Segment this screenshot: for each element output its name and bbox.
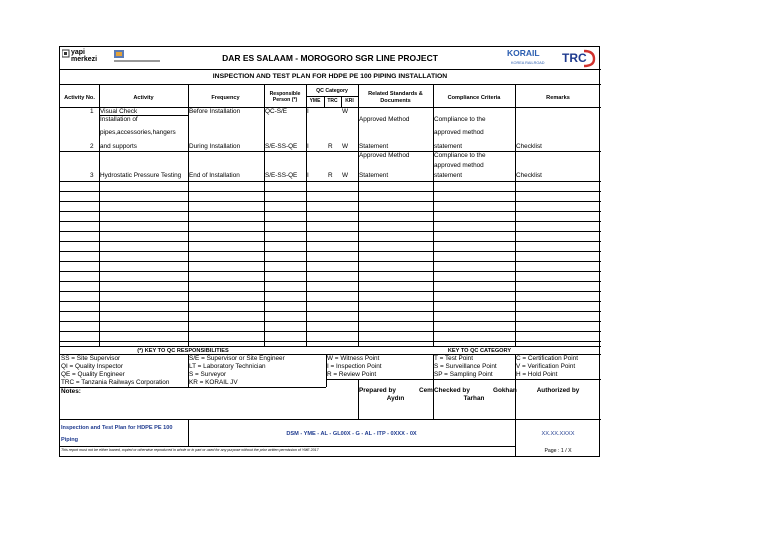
empty-row-line: [60, 271, 601, 272]
korail-logo-sub: KOREA RAILROAD: [511, 61, 545, 65]
row1-responsible: QC-S/E: [265, 108, 288, 115]
row1-activity-1: Visual Check: [100, 108, 138, 115]
notes-label: Notes:: [61, 388, 81, 395]
rule: [324, 96, 325, 107]
row3-trc: R: [328, 172, 333, 179]
row1-standards: Approved Method: [359, 116, 410, 123]
rule: [188, 84, 189, 346]
row3-frequency: End of Installation: [189, 172, 240, 179]
row3-remarks: Checklist: [516, 172, 542, 179]
rule: [433, 354, 434, 379]
checked-by-name-a: Gokhan: [493, 387, 517, 394]
prepared-by-name-a: Cem: [419, 387, 433, 394]
yapi-logo-line2: merkezi: [71, 56, 98, 63]
rule: [188, 354, 189, 387]
empty-row-line: [60, 231, 601, 232]
key-resp-right-2: LT = Laboratory Technician: [189, 363, 266, 370]
col-frequency: Frequency: [211, 95, 240, 101]
rule: [60, 69, 601, 70]
col-responsible: Responsible Person (*): [269, 91, 301, 103]
yapi-merkezi-logo: [62, 49, 98, 65]
row3-criteria-2: approved method: [434, 162, 484, 169]
prepared-by-name-b: Aydın: [386, 395, 405, 402]
key-cat-2-3: SP = Sampling Point: [434, 371, 493, 378]
row3-standards-1: Approved Method: [359, 152, 410, 159]
footer-doc-code: DSM - YME - AL - GL00X - G - AL - ITP - 0XXX - 0X: [286, 431, 417, 437]
row3-yme: I: [307, 172, 309, 179]
row2-frequency: During Installation: [189, 143, 241, 150]
row1-kri: W: [342, 108, 349, 115]
col-activity-no: Activity No.: [64, 95, 95, 101]
key-cat-1-1: W = Witness Point: [327, 355, 380, 362]
row2-responsible: S/E-SS-QE: [265, 143, 298, 150]
authorized-by-label: Authorized by: [536, 387, 580, 394]
empty-row-line: [60, 201, 601, 202]
row2-trc: R: [328, 143, 333, 150]
footer-date: XX.XX.XXXX: [541, 431, 575, 437]
checked-by-name-b: Tarhan: [463, 395, 485, 402]
footer-doc-name-2: Piping: [61, 437, 79, 443]
empty-row-line: [60, 221, 601, 222]
row1-activity-3: pipes,accessories,hangers: [100, 129, 176, 136]
row2-no: 2: [90, 143, 94, 150]
document-title: INSPECTION AND TEST PLAN FOR HDPE PE 100 PIPING INSTALLATION: [212, 73, 448, 80]
key-resp-left-3: QE = Quality Engineer: [61, 371, 125, 378]
empty-row-line: [60, 341, 601, 342]
col-criteria: Compliance Criteria: [447, 95, 501, 101]
col-remarks: Remarks: [546, 95, 570, 101]
rule: [60, 419, 601, 420]
rule: [99, 115, 188, 116]
empty-row-line: [60, 191, 601, 192]
row3-kri: W: [342, 172, 349, 179]
prepared-by-label: Prepared by: [359, 387, 396, 394]
row2-kri: W: [342, 143, 349, 150]
row1-frequency: Before Installation: [189, 108, 241, 115]
checked-by-label: Checked by: [434, 387, 470, 394]
empty-row-line: [60, 251, 601, 252]
key-resp-left-4: TRC = Tanzania Railways Corporation: [61, 379, 170, 386]
rule: [515, 354, 516, 379]
key-qc-cat-title: KEY TO QC CATEGORY: [447, 348, 512, 354]
key-resp-right-4: KR = KORAIL JV: [189, 379, 238, 386]
rule: [60, 446, 515, 447]
empty-row-line: [60, 301, 601, 302]
key-resp-right-1: S/E = Supervisor or Site Engineer: [189, 355, 285, 362]
row3-criteria-3: statement: [434, 172, 463, 179]
trc-logo: [560, 48, 600, 68]
row3-standards-2: Statement: [359, 172, 389, 179]
row2-standards: Statement: [359, 143, 389, 150]
empty-row-line: [60, 211, 601, 212]
korail-logo: [505, 49, 563, 67]
key-resp-left-2: QI = Quality Inspector: [61, 363, 123, 370]
partner-logo-icon: [112, 50, 162, 65]
rule: [326, 354, 327, 387]
empty-row-line: [60, 311, 601, 312]
rule: [60, 387, 326, 388]
row2-remarks: Checklist: [516, 143, 542, 150]
key-qc-resp-title: (*) KEY TO QC RESPONSIBILITIES: [137, 348, 229, 354]
row3-no: 3: [90, 172, 94, 179]
key-cat-1-3: R = Review Point: [327, 371, 377, 378]
col-kri: KRI: [345, 98, 354, 104]
row3-responsible: S/E-SS-QE: [265, 172, 298, 179]
empty-row-line: [60, 321, 601, 322]
key-cat-3-1: C = Certification Point: [516, 355, 578, 362]
row1-activity-4: and supports: [100, 143, 137, 150]
row3-activity: Hydrostatic Pressure Testing: [100, 172, 182, 179]
key-resp-left-1: SS = Site Supervisor: [61, 355, 121, 362]
row1-no: 1: [90, 108, 94, 115]
row1-criteria-2: approved method: [434, 129, 484, 136]
empty-row-line: [60, 331, 601, 332]
empty-row-line: [60, 261, 601, 262]
col-yme: YME: [309, 98, 321, 104]
key-cat-2-2: S = Surveillance Point: [434, 363, 497, 370]
col-standards: Related Standards & Documents: [368, 91, 423, 104]
yapi-logo-line1: yapi: [71, 49, 86, 56]
trc-logo-text: TRC: [562, 51, 587, 65]
rule: [306, 96, 358, 97]
rule: [60, 84, 601, 85]
footer-doc-name-1: Inspection and Test Plan for HDPE PE 100: [61, 425, 173, 431]
footer-page: Page : 1 / X: [544, 448, 572, 454]
row1-activity-2: Installation of: [100, 116, 138, 123]
rule: [515, 379, 516, 419]
row1-criteria-1: Compliance to the: [434, 116, 486, 123]
row2-yme: I: [307, 143, 309, 150]
key-cat-1-2: I = Inspection Point: [327, 363, 382, 370]
row3-criteria-1: Compliance to the: [434, 152, 486, 159]
rule: [60, 354, 601, 355]
rule: [306, 84, 307, 346]
korail-logo-text: KORAIL: [507, 48, 540, 58]
col-trc: TRC: [327, 98, 338, 104]
key-cat-2-1: T = Test Point: [434, 355, 474, 362]
row1-yme: I: [307, 108, 309, 115]
rule: [60, 181, 601, 182]
empty-row-line: [60, 281, 601, 282]
rule: [264, 84, 265, 346]
rule: [326, 379, 601, 380]
rule: [60, 107, 601, 108]
empty-row-line: [60, 291, 601, 292]
rule: [341, 96, 342, 107]
key-cat-3-2: V = Verification Point: [516, 363, 576, 370]
rule: [60, 151, 601, 152]
row1-criteria-3: statement: [434, 143, 463, 150]
footer-disclaimer: This report must not be either loaned, copied or otherwise reproduced in whole or in part or used for any purpose without the prior written permission of YME 2017: [61, 448, 319, 452]
partner-logo: [112, 50, 162, 65]
col-qc-category: QC Category: [316, 88, 348, 94]
key-cat-3-3: H = Hold Point: [516, 371, 558, 378]
empty-row-line: [60, 241, 601, 242]
key-resp-right-3: S = Surveyor: [189, 371, 227, 378]
col-activity: Activity: [133, 95, 154, 101]
itp-sheet: [59, 46, 600, 457]
project-title: DAR ES SALAAM - MOROGORO SGR LINE PROJECT: [222, 53, 438, 63]
rule: [515, 84, 516, 346]
